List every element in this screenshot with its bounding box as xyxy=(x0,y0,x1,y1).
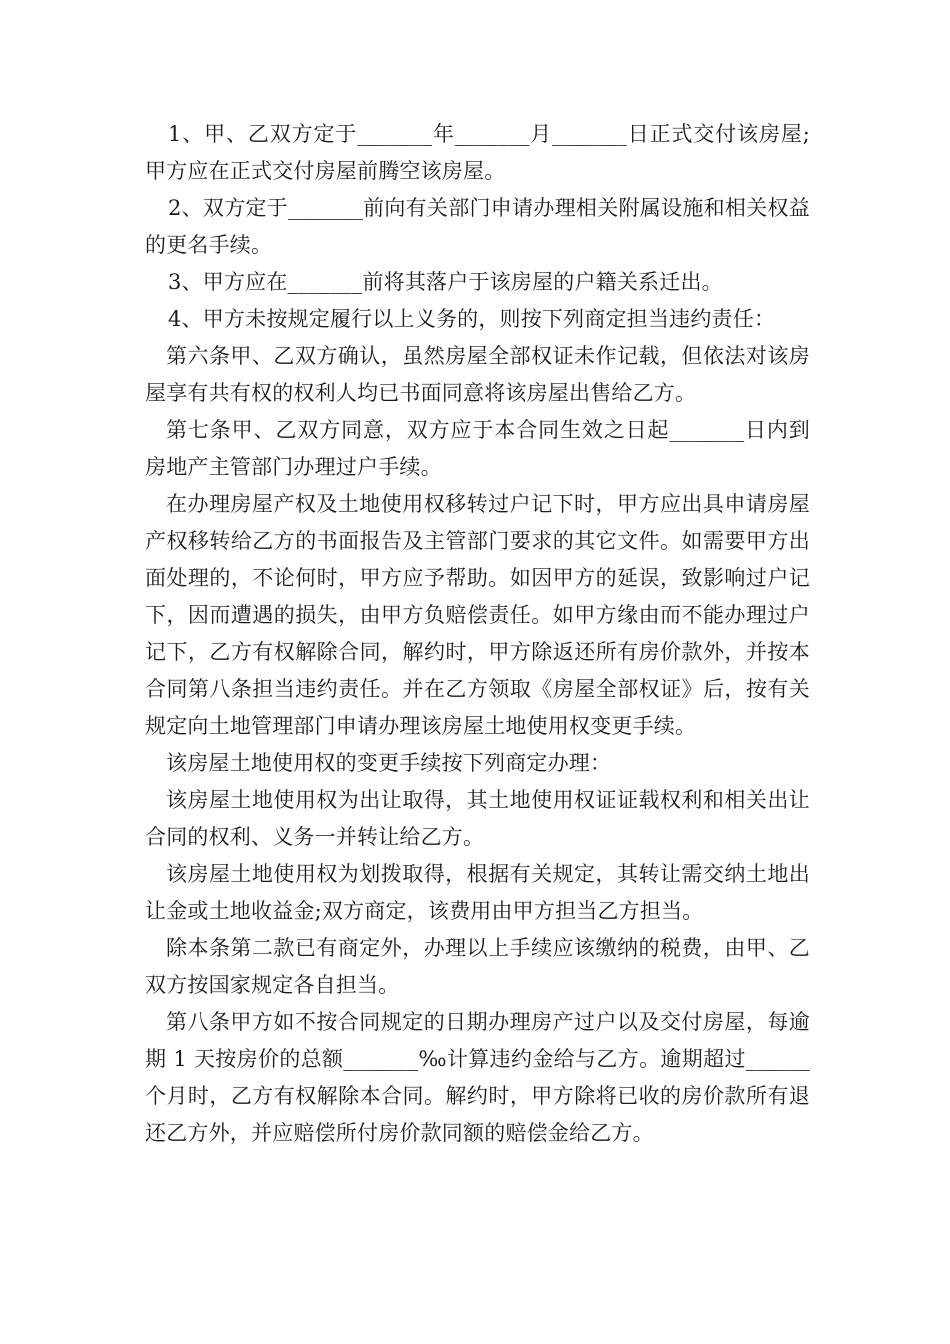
article-7: 第七条甲、乙双方同意，双方应于本合同生效之日起_______日内到房地产主管部门办理过户手续。 xyxy=(145,418,810,479)
article-8: 第八条甲方如不按合同规定的日期办理房产过户以及交付房屋，每逾期 1 天按房价的总额_______‰计算违约金给与乙方。逾期超过______个月时，乙方有权解除本合同。解约时，甲方除将已收的房价款所有退还乙方外，并应赔偿所付房价款同额的赔偿金给乙方。 xyxy=(145,1010,810,1145)
document-body xyxy=(145,116,810,1152)
paragraph-transfer-registration: 在办理房屋产权及土地使用权移转过户记下时，甲方应出具申请房屋产权移转给乙方的书面报告及主管部门要求的其它文件。如需要甲方出面处理的，不论何时，甲方应予帮助。如因甲方的延误，致影响过户记下，因而遭遇的损失，由甲方负赔偿责任。如甲方缘由而不能办理过户记下，乙方有权解除合同，解约时，甲方除返还所有房价款外，并按本合同第八条担当违约责任。并在乙方领取《房屋全部权证》后，按有关规定向土地管理部门申请办理该房屋土地使用权变更手续。 xyxy=(145,492,810,738)
clause-1: 1、甲、乙双方定于_______年_______月_______日正式交付该房屋;甲方应在正式交付房屋前腾空该房屋。 xyxy=(145,122,810,183)
paragraph-land-use-allocated: 该房屋土地使用权为划拨取得，根据有关规定，其转让需交纳土地出让金或土地收益金;双方商定，该费用由甲方担当乙方担当。 xyxy=(145,862,810,923)
clause-3: 3、甲方应在_______前将其落户于该房屋的户籍关系迁出。 xyxy=(168,270,723,294)
paragraph-taxes: 除本条第二款已有商定外，办理以上手续应该缴纳的税费，由甲、乙双方按国家规定各自担当。 xyxy=(145,936,810,997)
clause-2: 2、双方定于_______前向有关部门申请办理相关附属设施和相关权益的更名手续。 xyxy=(145,196,810,257)
clause-4: 4、甲方未按规定履行以上义务的，则按下列商定担当违约责任： xyxy=(168,307,776,331)
paragraph-land-use-granted: 该房屋土地使用权为出让取得，其土地使用权证证载权利和相关出让合同的权利、义务一并转让给乙方。 xyxy=(145,788,810,849)
paragraph-land-use-change: 该房屋土地使用权的变更手续按下列商定办理： xyxy=(166,751,612,775)
article-6: 第六条甲、乙双方确认，虽然房屋全部权证未作记载，但依法对该房屋享有共有权的权利人均已书面同意将该房屋出售给乙方。 xyxy=(145,344,810,405)
